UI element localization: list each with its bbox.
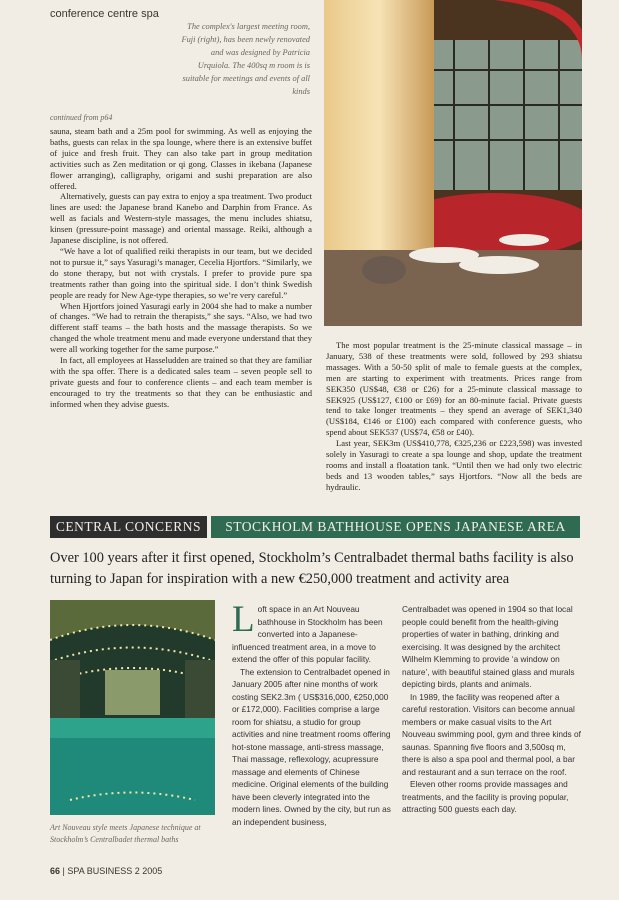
left-paragraph: “We have a lot of qualified reiki therapists in our team, but we decided not to pursue it,” says Yasuragi’s manager, Cecelia Hjortfors. “Similarly, we do stone therapy, but not with crystals. I prefer to provide pure spa treatments rather than going into the spiritual side. I don’t think Swedish people are ready for New Age-type therapies, so we’re very careful.” — [50, 245, 312, 300]
right-paragraph: Last year, SEK3m (US$410,778, €325,236 or £223,598) was invested solely in Yasuragi to create a spa lounge and shop, update the treatment rooms and install a floatation tank. “Until then we had only two electric beds and 13 wooden tables,” says Hjortfors. “Now all the beds are hydraulic. — [326, 438, 582, 492]
lead-text: oft space in an Art Nouveau bathhouse in Stockholm has been converted into a Japanese-influenced treatment area, in a move to extend the offer of this popular facility. — [232, 604, 383, 664]
bottom-photo-caption: Art Nouveau style meets Japanese technique at Stockholm’s Centralbadet thermal baths — [50, 823, 201, 844]
left-paragraph: Alternatively, guests can pay extra to enjoy a spa treatment. Two product lines are used: the Japanese brand Kanebo and Darphin from France. As well as facials and Western-style massages, the menu includes shiatsu, kinsen (pressure-point massage) and oriental massage. Reiki, although a Japanese discipline, is not offered. — [50, 191, 312, 246]
article-paragraph: In 1989, the facility was reopened after a careful restoration. Visitors can become annual members or make casual visits to the Art Nouveau swimming pool, gym and three kinds of saunas. Spanning five floors and 3,500sq m, there is also a spa pool and thermal pool, a bar and restaurant and a sun terrace on the roof. — [402, 691, 581, 777]
article-middle-column — [232, 599, 392, 828]
section-label: conference centre spa — [50, 8, 159, 20]
right-column — [326, 340, 582, 493]
article-right-column — [402, 603, 582, 816]
publication-name: SPA BUSINESS 2 2005 — [67, 866, 163, 876]
banner-section: CENTRAL CONCERNS — [50, 516, 207, 538]
headline-banner — [50, 516, 580, 538]
standfirst: Over 100 years after it first opened, Stockholm’s Centralbadet thermal baths facility is also turning to Japan for inspiration with a new €250,000 treatment and activity area — [50, 550, 574, 587]
left-column — [50, 126, 312, 410]
fuji-room-photo — [324, 0, 582, 326]
left-paragraph: When Hjortfors joined Yasuragi early in 2004 she had to make a number of changes. “We had to retrain the therapists,” she says. “Also, we had two different staff teams – the bath hosts and the massage therapists. So we changed the whole treatment menu and made everyone understand that they were all working together for the same purpose.” — [50, 300, 312, 355]
page-number: 66 — [50, 866, 61, 876]
left-paragraph: In fact, all employees at Hasseludden are trained so that they are familiar with the spa offer. There is a dedicated sales team – seven people sell to private guests and four to conference clients – and each team member is encouraged to try the treatments so that they can be enthusiastic and informed when they advise guests. — [50, 355, 312, 409]
pool-illustration — [50, 600, 215, 815]
centralbadet-photo — [50, 600, 215, 815]
article-paragraph: Eleven other rooms provide massages and treatments, and the facility is proving popular, attracting 500 guests each day. — [402, 779, 569, 814]
article-paragraph: The extension to Centralbadet opened in January 2005 after nine months of work costing SEK2.3m ( US$316,000, €250,000 or £172,000). Facilities comprise a large room for shiatsu, a studio for group activities and nine treatment rooms offering hot-stone massage, anti-stress massage, Thai massage, reflexology, acupressure massage and elements of Chinese medicine. Original elements of the building have been cleverly integrated into the modern lines. Owned by the city, but run as an independent business, — [232, 666, 391, 827]
article-paragraph: Centralbadet was opened in 1904 so that local people could benefit from the health-giving properties of water in bathing, drinking and exercising. It was designed by the architect Wilhelm Klemming to provide ‘a window on nature’, with beautiful stained glass and murals depicting birds, plants and animals. — [402, 604, 575, 689]
left-paragraph: sauna, steam bath and a 25m pool for swimming. As well as enjoying the baths, guests can relax in the spa lounge, where there is an extensive buffet of juice and fresh fruit. They can also take part in group meditation activities such as Zen meditation or qi gong. Classes in ikebana (Japanese flower arranging), calligraphy, origami and sushi preparation are also offered. — [50, 126, 312, 191]
continued-note: continued from p64 — [50, 113, 113, 122]
page-footer: 66 | SPA BUSINESS 2 2005 — [50, 866, 163, 876]
drop-cap: L — [232, 599, 255, 640]
fuji-room-illustration — [324, 0, 582, 326]
banner-headline: STOCKHOLM BATHHOUSE OPENS JAPANESE AREA — [211, 516, 580, 538]
article-lead — [232, 599, 392, 666]
top-photo-caption: The complex's largest meeting room, Fuji (right), has been newly renovated and was designed by Patricia Urquiola. The 400sq m room is is suitable for meetings and events of all kinds — [181, 22, 310, 96]
right-paragraph: The most popular treatment is the 25-minute classical massage – in January, 538 of these treatments were sold, followed by 293 shiatsu massages. With a 50-50 split of male to female guests at the complex, men are starting to experiment with treatments. Prices range from SEK350 (US$48, €38 or £26) for a 25-minute classical massage to SEK925 (US$127, €100 or £69) for an 80-minute facial. Private guests tend to take longer treatments – they spend an average of SEK1,340 (US$184, €146 or £100) each compared with conference guests, who spend about SEK537 (US$74, €58 or £40). — [326, 340, 582, 438]
